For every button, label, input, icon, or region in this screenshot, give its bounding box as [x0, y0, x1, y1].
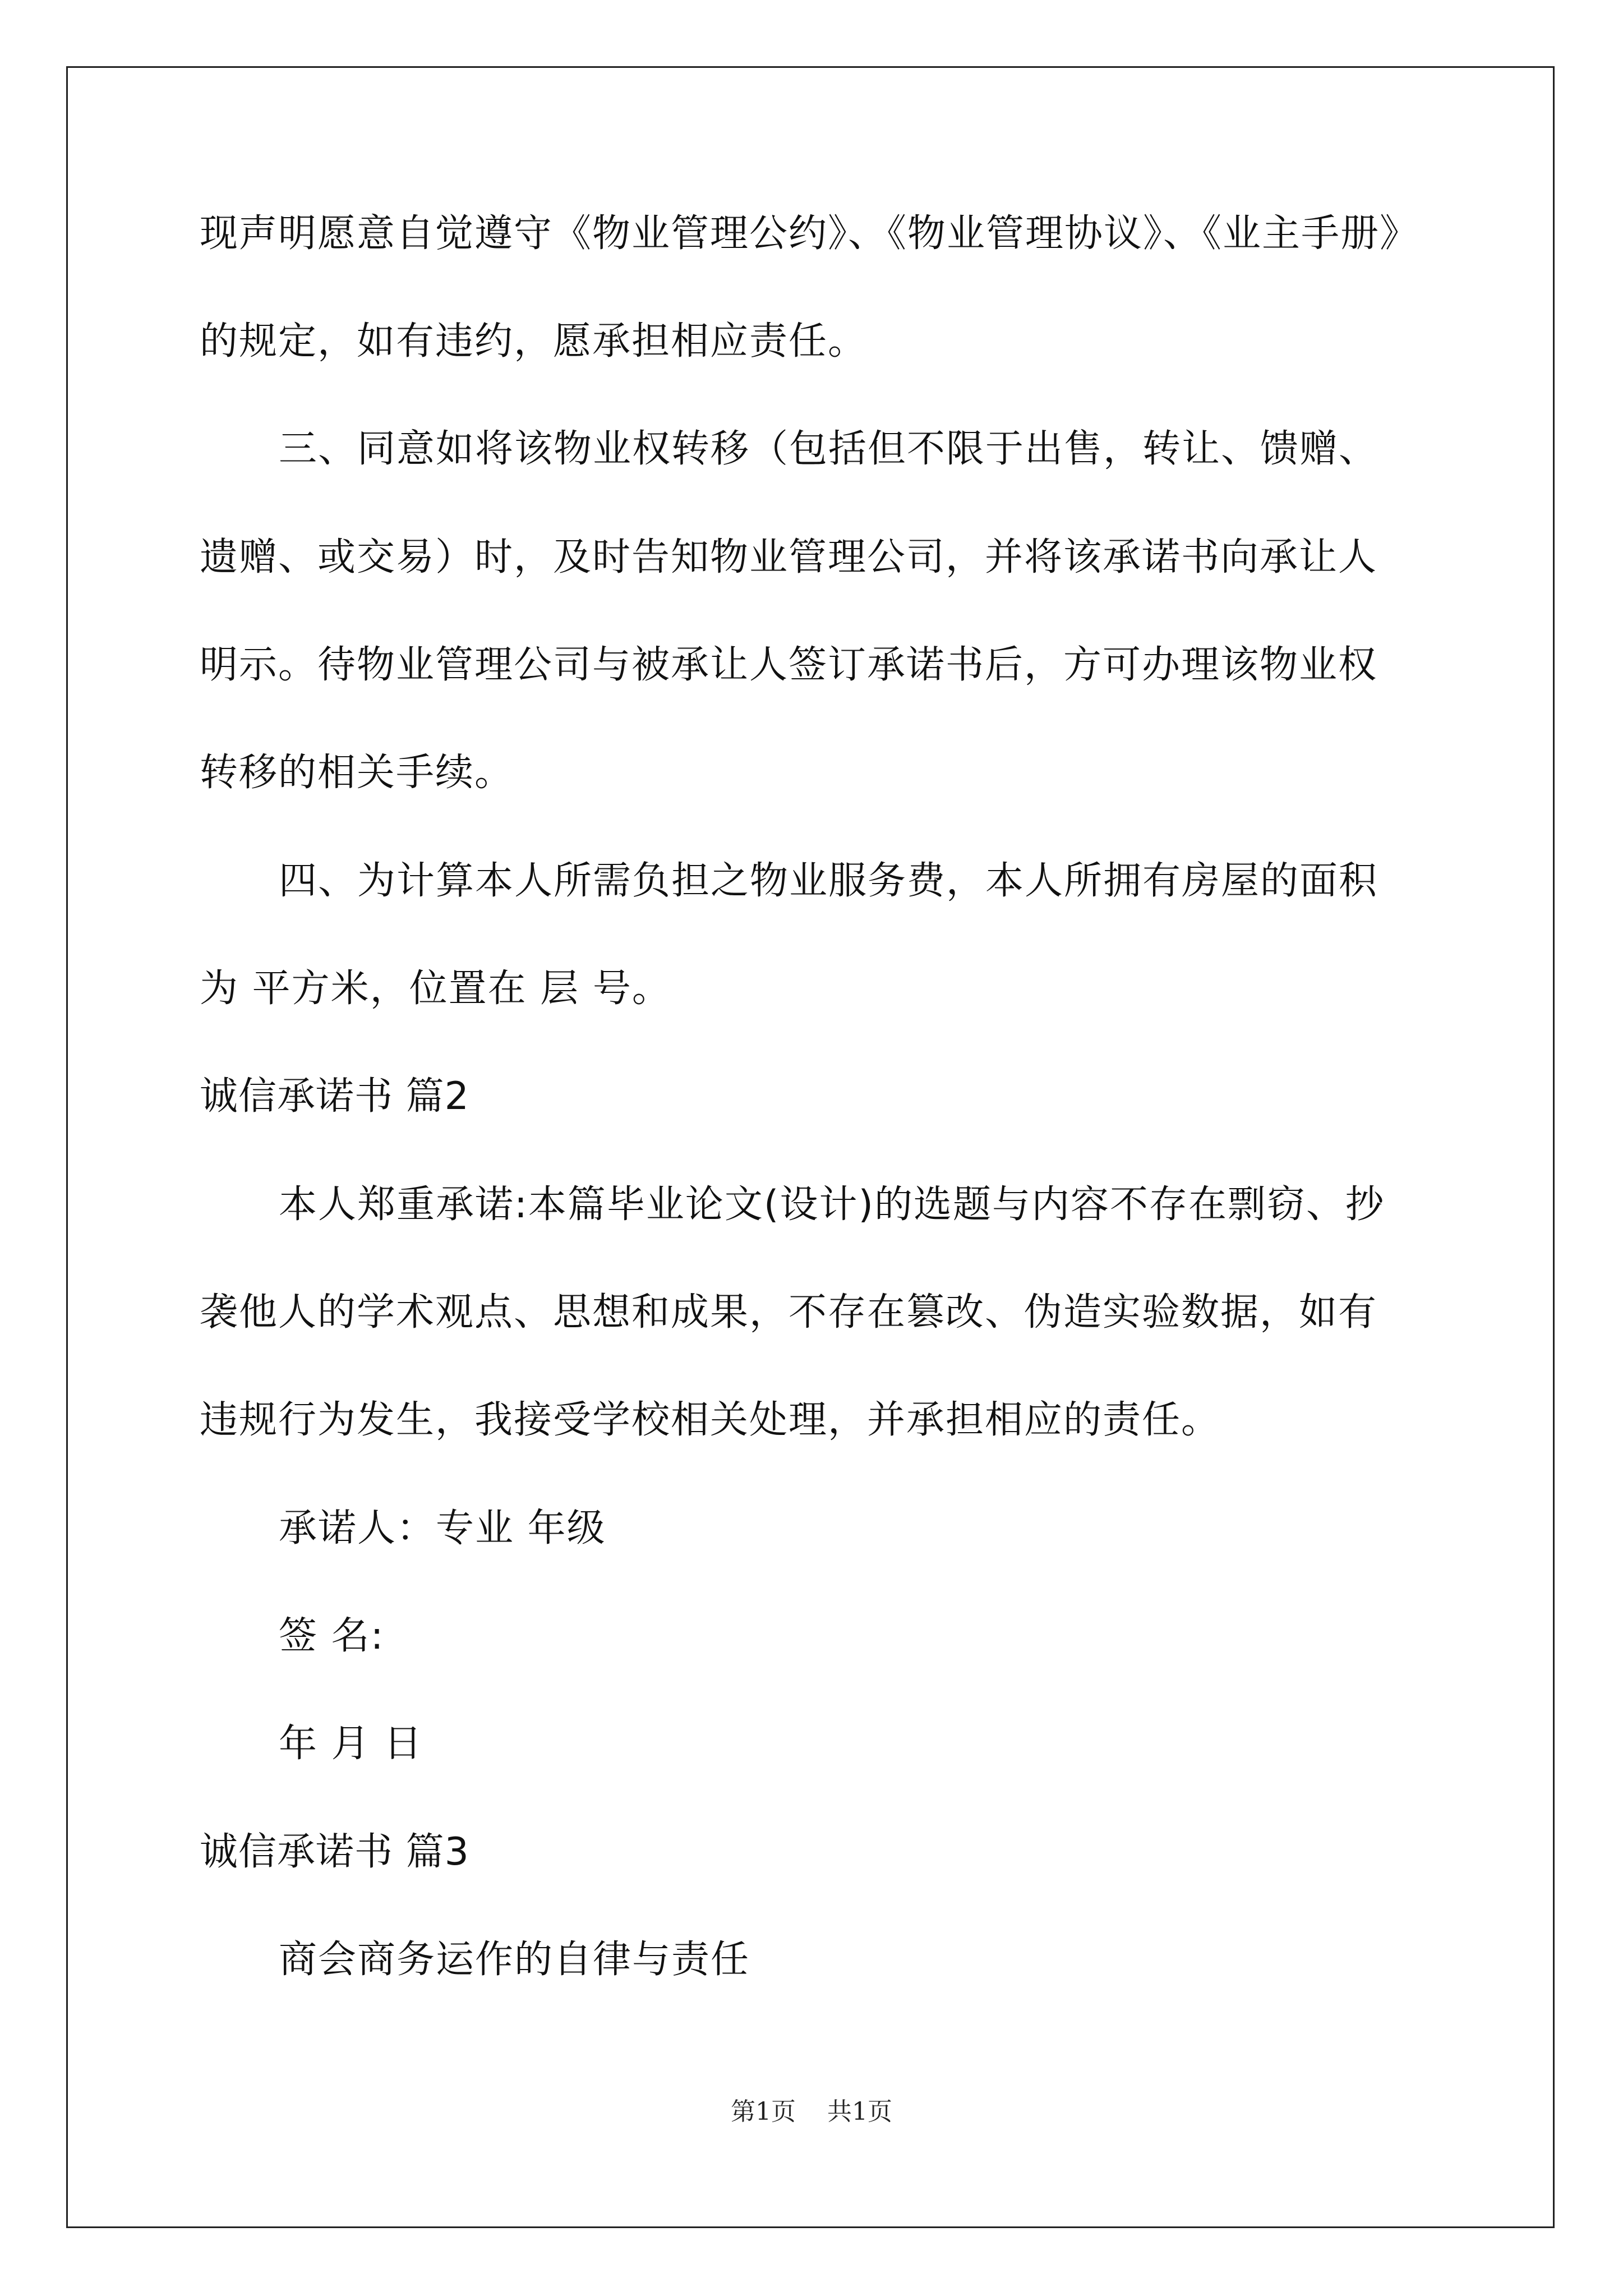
paragraph-line: 明示。待物业管理公司与被承让人签订承诺书后，方可办理该物业权 [200, 643, 1378, 687]
paragraph-line: 的规定，如有违约，愿承担相应责任。 [200, 319, 868, 364]
paragraph-line: 违规行为发生，我接受学校相关处理，并承担相应的责任。 [200, 1398, 1221, 1442]
paragraph-line: 本人郑重承诺:本篇毕业论文(设计)的选题与内容不存在剽窃、抄 [279, 1182, 1385, 1227]
section-heading: 诚信承诺书 篇2 [200, 1074, 469, 1119]
signature-line: 签 名: [279, 1614, 385, 1658]
page-total: 共1页 [827, 2097, 892, 2126]
paragraph-line: 现声明愿意自觉遵守《物业管理公约》、《物业管理协议》、《业主手册》 [200, 211, 1419, 256]
section-heading: 诚信承诺书 篇3 [200, 1830, 469, 1874]
page-footer [0, 2097, 1623, 2127]
paragraph-line: 袭他人的学术观点、思想和成果，不存在篡改、伪造实验数据，如有 [200, 1290, 1378, 1335]
signature-line: 承诺人：专业 年级 [279, 1506, 606, 1550]
paragraph-line: 三、同意如将该物业权转移（包括但不限于出售，转让、馈赠、 [279, 427, 1378, 471]
paragraph-line: 为 平方米，位置在 层 号。 [200, 967, 671, 1011]
date-line: 年 月 日 [279, 1722, 423, 1766]
paragraph-line: 四、为计算本人所需负担之物业服务费，本人所拥有房屋的面积 [279, 859, 1378, 903]
paragraph-line: 商会商务运作的自律与责任 [279, 1938, 750, 1982]
paragraph-line: 遗赠、或交易）时，及时告知物业管理公司，并将该承诺书向承让人 [200, 535, 1378, 579]
page-border [66, 66, 1555, 2228]
paragraph-line: 转移的相关手续。 [200, 751, 514, 795]
page-number: 第1页 [731, 2097, 796, 2126]
